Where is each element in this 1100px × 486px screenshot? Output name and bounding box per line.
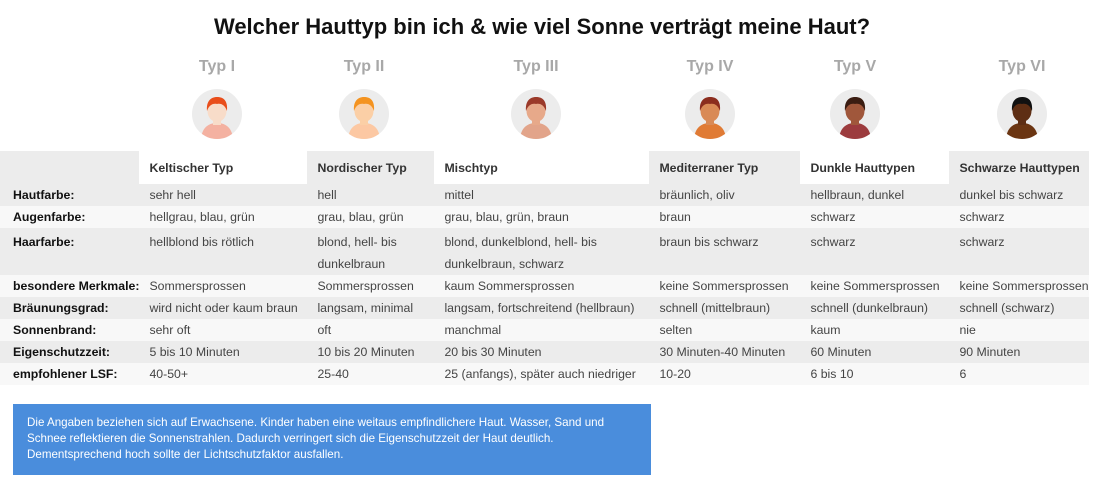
type-label: Typ VI [998,58,1046,75]
avatar-icon [997,89,1047,139]
row-label: Sonnenbrand: [0,319,139,341]
type-label: Typ III [513,58,559,75]
row-label: empfohlener LSF: [0,363,139,385]
table-row [0,206,1089,228]
table-row [0,297,1089,319]
type-label: Typ V [833,58,877,75]
table-cell: nie [949,319,1088,341]
type-name-header: Mischtyp [434,151,649,184]
table-cell: 10-20 [649,363,800,385]
table-cell: hellblond bis rötlich [139,228,307,275]
avatar-icon [192,89,242,139]
table-row [0,228,1089,275]
table-cell: 90 Minuten [949,341,1088,363]
avatar-icon [685,89,735,139]
table-cell: blond, dunkelblond, hell- bis dunkelbraun, schwarz [434,228,649,275]
table-cell: dunkel bis schwarz [949,184,1088,206]
table-cell: 60 Minuten [800,341,949,363]
table-cell: 25 (anfangs), später auch niedriger [434,363,649,385]
table-cell: 6 [949,363,1088,385]
table-cell: Sommersprossen [139,275,307,297]
table-cell: 6 bis 10 [800,363,949,385]
table-cell: hellgrau, blau, grün [139,206,307,228]
table-row [0,363,1089,385]
type-label: Typ I [198,58,236,75]
table-cell: 20 bis 30 Minuten [434,341,649,363]
table-cell: schwarz [949,228,1088,275]
avatar-icon [830,89,880,139]
table-cell: manchmal [434,319,649,341]
table-cell: keine Sommersprossen [800,275,949,297]
table-row [0,341,1089,363]
table-cell: 30 Minuten-40 Minuten [649,341,800,363]
table-cell: 25-40 [307,363,434,385]
table-cell: keine Sommersprossen [649,275,800,297]
avatar-icon [511,89,561,139]
table-cell: hell [307,184,434,206]
row-label: Eigenschutzzeit: [0,341,139,363]
type-name-header: Schwarze Hauttypen [949,151,1088,184]
table-cell: Sommersprossen [307,275,434,297]
info-note: Die Angaben beziehen sich auf Erwachsene. Kinder haben eine weitaus empfindlichere Haut. Wasser, Sand und Schnee reflektieren die Sonnenstrahlen. Dadurch verringert sich die Eigenschutzzeit der Haut deutlich. Dementsprechend hoch sollte der Lichtschutzfaktor ausfallen. [13,404,651,475]
table-cell: schnell (dunkelbraun) [800,297,949,319]
table-cell: sehr hell [139,184,307,206]
table-cell: braun [649,206,800,228]
page-title: Welcher Hauttyp bin ich & wie viel Sonne verträgt meine Haut? [213,14,871,39]
type-label: Typ IV [686,58,734,75]
row-label: Haarfarbe: [0,228,139,275]
table-cell: hellbraun, dunkel [800,184,949,206]
table-cell: mittel [434,184,649,206]
type-name-header: Nordischer Typ [307,151,434,184]
row-label: Bräunungsgrad: [0,297,139,319]
type-name-header: Dunkle Hauttypen [800,151,949,184]
table-cell: 10 bis 20 Minuten [307,341,434,363]
type-name-header: Keltischer Typ [139,151,307,184]
table-cell: schnell (schwarz) [949,297,1088,319]
avatar-icon [339,89,389,139]
table-cell: selten [649,319,800,341]
row-label: Hautfarbe: [0,184,139,206]
table-cell: schwarz [800,228,949,275]
row-label: besondere Merkmale: [0,275,139,297]
table-cell: keine Sommersprossen [949,275,1088,297]
table-cell: braun bis schwarz [649,228,800,275]
table-cell: grau, blau, grün [307,206,434,228]
table-cell: kaum Sommersprossen [434,275,649,297]
table-cell: langsam, fortschreitend (hellbraun) [434,297,649,319]
row-label: Augenfarbe: [0,206,139,228]
table-cell: schwarz [949,206,1088,228]
table-cell: 5 bis 10 Minuten [139,341,307,363]
table-header-row [0,151,1089,184]
table-cell: langsam, minimal [307,297,434,319]
skin-type-table [0,151,1089,385]
type-label: Typ II [343,58,385,75]
table-row [0,275,1089,297]
table-cell: grau, blau, grün, braun [434,206,649,228]
table-cell: schwarz [800,206,949,228]
table-cell: bräunlich, oliv [649,184,800,206]
table-cell: wird nicht oder kaum braun [139,297,307,319]
header-corner [0,151,139,184]
type-name-header: Mediterraner Typ [649,151,800,184]
table-cell: kaum [800,319,949,341]
table-cell: blond, hell- bis dunkelbraun [307,228,434,275]
table-row [0,319,1089,341]
table-cell: oft [307,319,434,341]
table-cell: 40-50+ [139,363,307,385]
table-cell: schnell (mittelbraun) [649,297,800,319]
table-row [0,184,1089,206]
table-cell: sehr oft [139,319,307,341]
